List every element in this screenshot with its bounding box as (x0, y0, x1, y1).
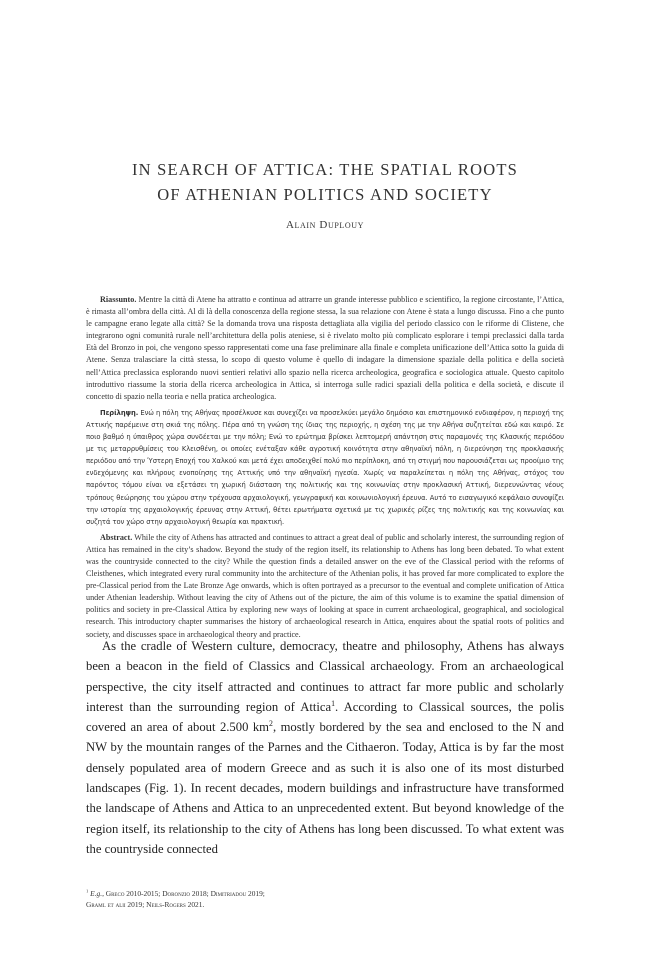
author-name: Alain Duplouy (286, 219, 364, 231)
riassunto-paragraph (86, 294, 564, 403)
footnotes-section (86, 889, 564, 910)
body-text-part-2: . According to Classical sources, the polis covered an area of about 2.500 km (86, 699, 564, 735)
footnote-line-1: , Greco 2010-2015; Doronzio 2018; Dimitriadou 2019; (102, 889, 265, 898)
footnote-number: 1 (86, 888, 89, 894)
footnote-1 (86, 889, 564, 900)
abstract-paragraph (86, 532, 564, 641)
footnote-reference[interactable]: 1 (331, 698, 336, 708)
body-text-part-1: As the cradle of Western culture, democracy, theatre and philosophy, Athens has always been a beacon in the field of Classics and Classical archaeology. From an archaeological perspective, the city itself attracted and continues to attract far more public and scholarly interest than the surrounding region of Attica (86, 639, 564, 714)
abstract-label: Abstract. (100, 532, 133, 542)
chapter-title-line-2: OF ATHENIAN POLITICS AND SOCIETY (157, 185, 493, 204)
body-paragraph (86, 636, 564, 859)
riassunto-text: Mentre la città di Atene ha attratto e continua ad attrarre un grande interesse pubblico e scientifico, la regione circostante, l’Attica, è rimasta all’ombra della città. Al di là della conoscenza della regione stessa, la sua relazione con Atene è stata a lungo discussa. Fino a che punto le campagne erano legate alla città? Se la domanda trova una risposta dettagliata alla vigilia del periodo classico con le riforme di Clistene, che integrarono ogni comunità rurale nell’architettura della polis ateniese, si è rivelato molto più complicato esplorare i tempi preclassici dalla tarda Età del Bronzo in poi, che vengono spesso rappresentati come una fase preliminare alla finale e completa unificazione dell’Attica sotto la guida di Atene. Senza tralasciare la città stessa, lo scopo di questo volume è quello di indagare la dimensione spaziale della politica e della società nell’Attica preclassica esplorando nuovi sentieri relativi allo spazio nella ricerca archeologica, geografica e sociologica attuale. Questo capitolo introduttivo riassume la storia della ricerca archeologica in Attica, si interroga sulle radici spaziali della politica e della società, e discute il concetto di spazio nella teoria e nella pratica archeologica. (86, 295, 564, 401)
abstracts-block (86, 294, 564, 645)
footnote-eg: E.g. (90, 889, 103, 898)
square-superscript: 2 (269, 718, 273, 728)
perilipsi-text: Ενώ η πόλη της Αθήνας προσέλκυσε και συνεχίζει να προσελκύει μεγάλο δημόσιο και επιστημονικό ενδιαφέρον, η περιοχή της Αττικής παρέμεινε στη σκιά της πόλης. Πέρα από τη γνώση της ίδιας της περιοχής, η σχέση της με την Αθήνα συζητείται εδώ και καιρό. Σε ποιο βαθμό η ύπαιθρος χώρα συνδέεται με την πόλη; Ενώ το ερώτημα βρίσκει λεπτομερή απάντηση στις παραμονές της Κλασικής περιόδου με τις μεταρρυθμίσεις του Κλεισθένη, οι οποίες ενέταξαν κάθε αγροτική κοινότητα στην αθηναϊκή πόλη, η διερεύνηση της προκλασικής περιόδου από την Ύστερη Εποχή του Χαλκού και μετά έχει αποδειχθεί πολύ πιο περίπλοκη, από τη στιγμή που παρουσιάζεται ως προοίμιο της ενδεχόμενης και πλήρους ενοποίησης της Αττικής υπό την αθηναϊκή ηγεσία. Χωρίς να παραλείπεται η πόλη της Αθήνας, στόχος του παρόντος τόμου είναι να εξετάσει τη χωρική διάσταση της πολιτικής και της κοινωνίας στην προκλασική Αττική, διερευνώντας νέους τρόπους θεώρησης του χώρου στην τρέχουσα αρχαιολογική, γεωγραφική και κοινωνιολογική έρευνα. Αυτό το εισαγωγικό κεφάλαιο συνοψίζει την ιστορία της αρχαιολογικής έρευνας στην Αττική, θέτει ερωτήματα σχετικά με τις χωρικές ρίζες της πολιτικής και της κοινωνίας και συζητά τον χώρο στην αρχαιολογική θεωρία και πρακτική. (86, 408, 564, 526)
chapter-title-line-1: IN SEARCH OF ATTICA: THE SPATIAL ROOTS (131, 160, 519, 179)
chapter-title (60, 157, 590, 207)
footnote-line-2: Graml et alii 2019; Neils-Rogers 2021. (86, 899, 205, 909)
riassunto-label: Riassunto. (100, 295, 137, 304)
perilipsi-paragraph (86, 407, 564, 528)
body-text-part-3: , mostly bordered by the sea and enclosed to the N and NW by the mountain ranges of the Parnes and the Cithaeron. Today, Attica is by far the most densely populated area of modern Greece and as such it is also one of its most disturbed landscapes (Fig. 1). In recent decades, modern buildings and infrastructure have transformed the landscape of Athens and Attica to an unprecedented extent. But beyond knowledge of the region itself, its relationship to the city of Athens has long been discussed. To what extent was the countryside connected (86, 720, 564, 856)
abstract-text: While the city of Athens has attracted and continues to attract a great deal of public and scholarly interest, the surrounding region of Attica has remained in the city’s shadow. Beyond the study of the region itself, its relationship to Athens has long been debated. To what extent was the countryside connected to the city? While the question finds a detailed answer on the eve of the Classical period with the reforms of Cleisthenes, which integrated every rural community into the architecture of the Athenian polis, it has proved far more complicated to explore the pre-Classical period from the Late Bronze Age onwards, which is often portrayed as a precursor to the eventual and complete unification of Attica under Athenian leadership. Without leaving the city of Athens out of the picture, the aim of this volume is to examine the spatial dimension of politics and society in pre-Classical Attica by exploring new ways of looking at space in current archaeological, geographical, and sociological research. This introductory chapter summarises the history of archaeological research in Attica, enquires about the spatial roots of politics and society, and discusses space in archaeological theory and practice. (86, 532, 564, 639)
perilipsi-label: Περίληψη. (100, 408, 139, 417)
